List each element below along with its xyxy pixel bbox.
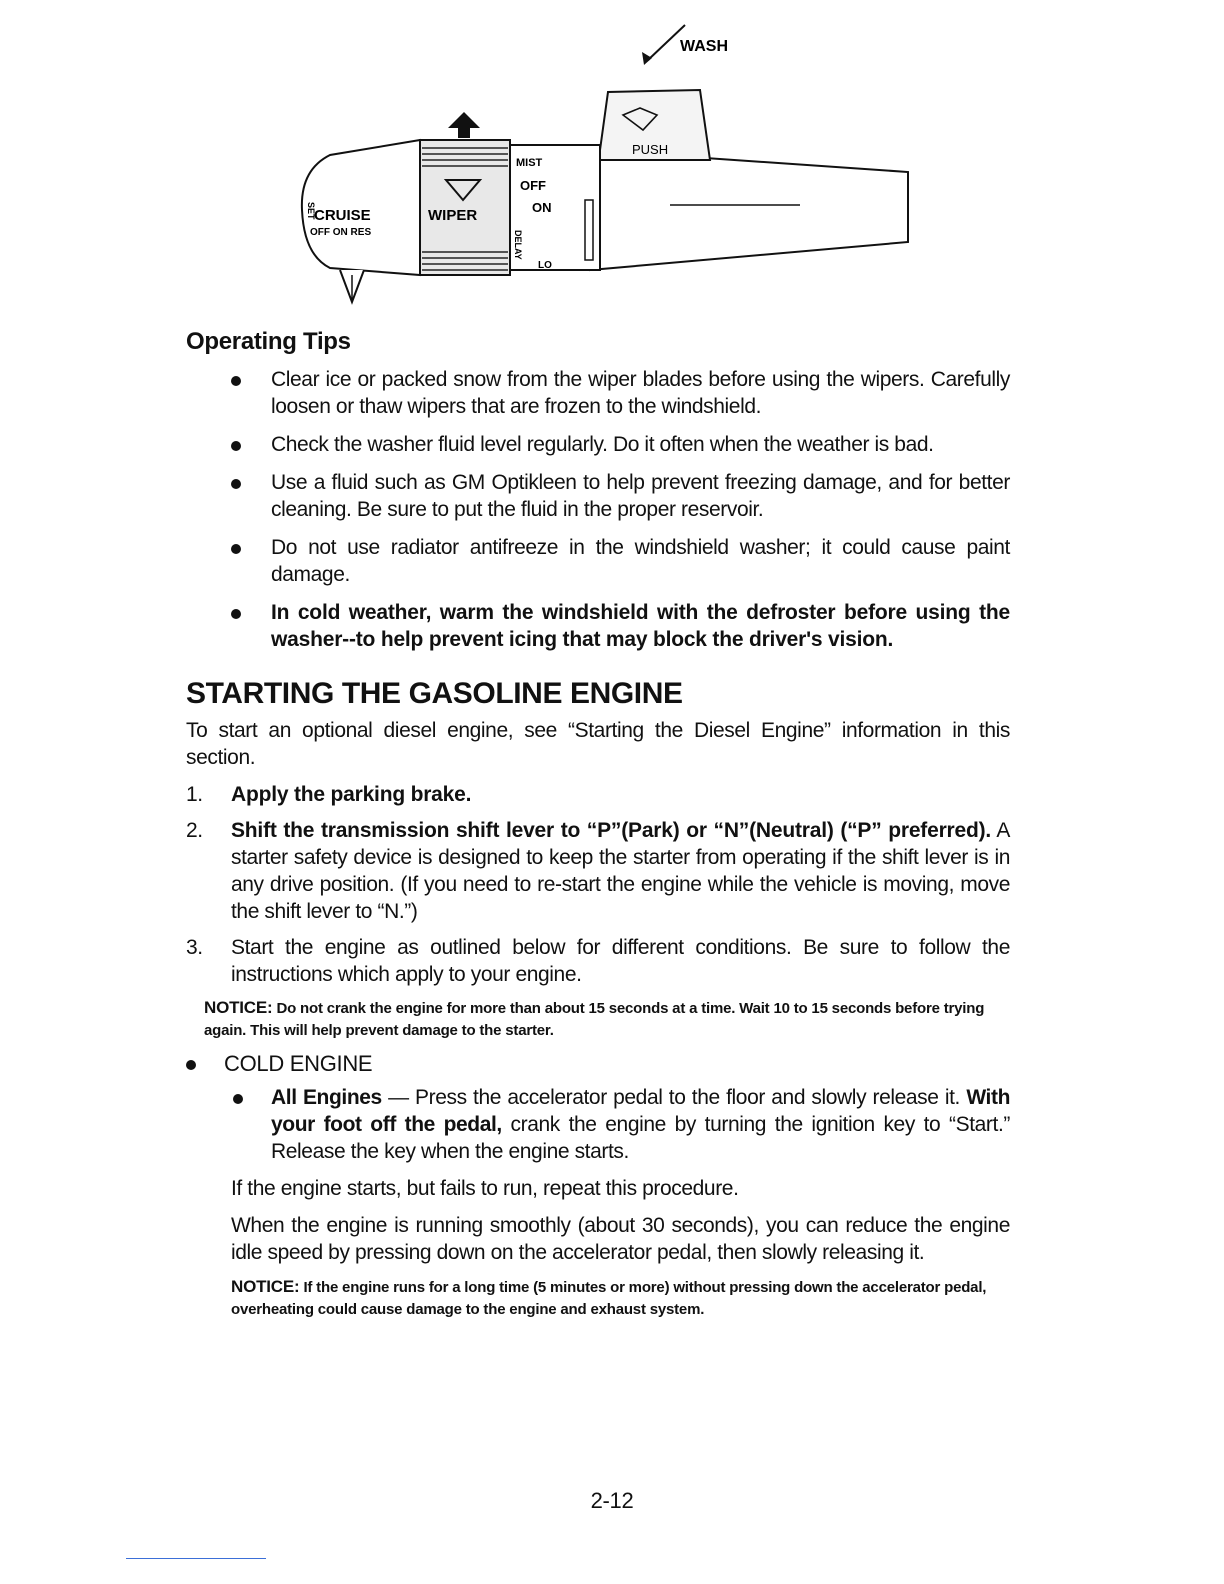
section-title: STARTING THE GASOLINE ENGINE [186, 677, 683, 710]
lo-label: LO [538, 260, 552, 271]
bullet-icon [231, 609, 241, 619]
tip-item: Clear ice or packed snow from the wiper blades before using the wipers. Carefully loosen or thaw wipers that are frozen to the windshield. [186, 366, 1010, 420]
all-engines-item: All Engines — Press the accelerator pedal to the floor and slowly release it. With your foot off the pedal, crank the engine by turning the ignition key to “Start.” Release the key when the engine starts. [186, 1084, 1010, 1165]
cruise-label: CRUISE [314, 207, 371, 224]
cold-engine-heading: COLD ENGINE [186, 1050, 1010, 1078]
bullet-icon [231, 441, 241, 451]
repeat-paragraph: If the engine starts, but fails to run, repeat this procedure. [231, 1177, 739, 1200]
tip-item-warning: In cold weather, warm the windshield with the defroster before using the washer--to help prevent icing that may block the driver's vision. [186, 599, 1010, 653]
bullet-icon [231, 479, 241, 489]
delay-label: DELAY [513, 230, 523, 260]
off-label: OFF [520, 178, 546, 193]
divider [126, 1558, 266, 1559]
set-label: SET [306, 202, 316, 220]
idle-paragraph: When the engine is running smoothly (about 30 seconds), you can reduce the engine idle speed by pressing down on the accelerator pedal, then slowly releasing it. [231, 1214, 1010, 1264]
cruise-states-label: OFF ON RES [310, 227, 372, 238]
bullet-icon [231, 376, 241, 386]
step-item: 1. Apply the parking brake. [186, 783, 472, 806]
operating-tips-heading: Operating Tips [186, 328, 351, 355]
tip-item: Check the washer fluid level regularly. Do it often when the weather is bad. [186, 431, 1010, 458]
wiper-label: WIPER [428, 207, 478, 224]
notice-crank: NOTICE: Do not crank the engine for more than about 15 seconds at a time. Wait 10 to 15 seconds before trying again. This will help prevent damage to the starter. [204, 998, 985, 1039]
step-item: 2. Shift the transmission shift lever to “P”(Park) or “N”(Neutral) (“P” preferred). A starter safety device is designed to keep the starter from operating if the shift lever is in any drive position. (If you need to re-start the engine while the vehicle is moving, move the shift lever to “N.”) [186, 819, 1010, 923]
lever-illustration [180, 20, 920, 320]
tip-item: Use a fluid such as GM Optikleen to help prevent freezing damage, and for better cleaning. Be sure to put the fluid in the proper reservoir. [186, 469, 1010, 523]
tip-item: Do not use radiator antifreeze in the windshield washer; it could cause paint damage. [186, 534, 1010, 588]
page-number: 2-12 [590, 1488, 634, 1513]
up-arrow-icon [448, 112, 480, 138]
push-label: PUSH [632, 142, 669, 157]
mist-label: MIST [516, 157, 543, 169]
on-label: ON [532, 200, 552, 215]
wash-label: WASH [680, 38, 728, 55]
bullet-icon [233, 1094, 243, 1104]
notice-overheating: NOTICE: If the engine runs for a long time (5 minutes or more) without pressing down the accelerator pedal, overheating could cause damage to the engine and exhaust system. [231, 1277, 987, 1318]
bullet-icon [186, 1060, 196, 1070]
bullet-icon [231, 544, 241, 554]
step-item: 3. Start the engine as outlined below for different conditions. Be sure to follow the instructions which apply to your engine. [186, 936, 1010, 986]
intro-paragraph: To start an optional diesel engine, see “Starting the Diesel Engine” information in this section. [186, 719, 1010, 769]
page-content [186, 328, 1010, 1321]
wiper-lever-diagram [180, 20, 920, 320]
